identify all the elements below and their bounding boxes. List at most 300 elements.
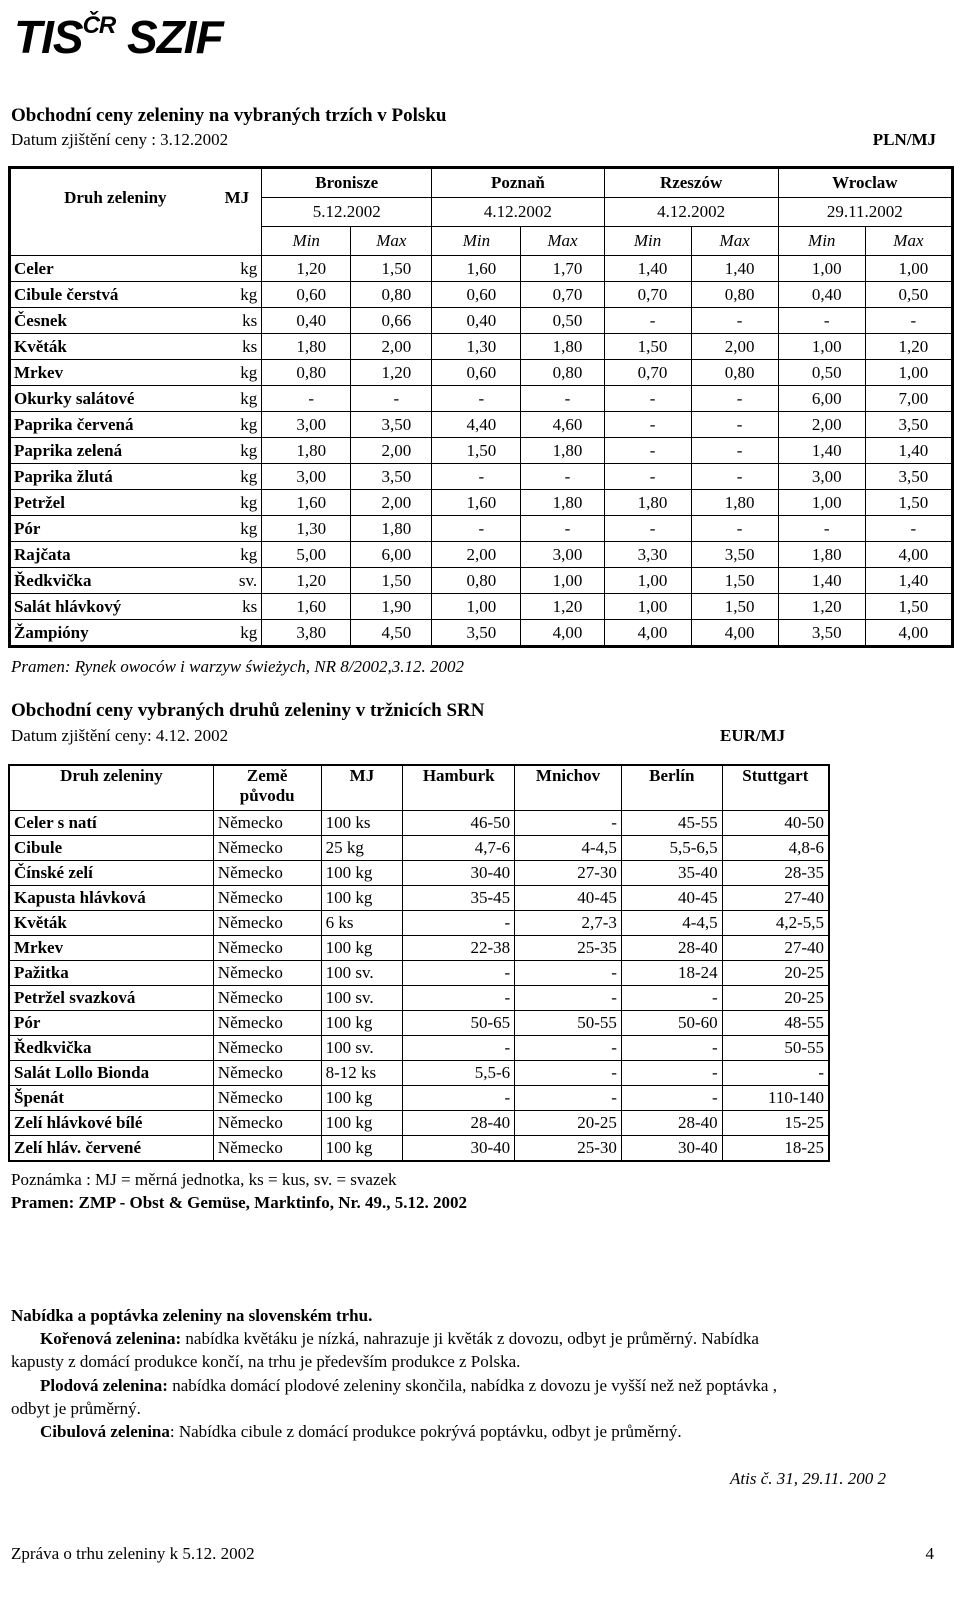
- max-label: Max: [691, 227, 778, 256]
- max-label: Max: [521, 227, 604, 256]
- vegetable-name: Salát Lollo Bionda: [9, 1061, 213, 1086]
- price-range-cell: -: [621, 1086, 722, 1111]
- min-price-cell: -: [604, 516, 691, 542]
- min-price-cell: 1,60: [262, 490, 351, 516]
- market-name: Poznaň: [432, 168, 604, 198]
- max-price-cell: 1,40: [865, 438, 952, 464]
- table-row: [10, 308, 953, 334]
- unit-cell: 100 kg: [321, 1136, 403, 1162]
- min-price-cell: 4,00: [604, 620, 691, 647]
- min-label: Min: [778, 227, 865, 256]
- table-row: [10, 542, 953, 568]
- unit-cell: kg: [217, 256, 262, 282]
- min-price-cell: -: [604, 438, 691, 464]
- unit-cell: 100 sv.: [321, 961, 403, 986]
- min-price-cell: 0,40: [262, 308, 351, 334]
- table-row: [9, 1136, 829, 1162]
- header-blank: [217, 227, 262, 256]
- vegetable-name: Petržel: [10, 490, 217, 516]
- page-number: 4: [925, 1544, 934, 1563]
- market-date: 29.11.2002: [778, 198, 952, 227]
- price-range-cell: 20-25: [722, 986, 829, 1011]
- max-label: Max: [865, 227, 952, 256]
- price-range-cell: -: [403, 1036, 515, 1061]
- min-price-cell: 1,40: [604, 256, 691, 282]
- price-range-cell: 50-55: [722, 1036, 829, 1061]
- max-price-cell: 3,50: [865, 412, 952, 438]
- vegetable-name: Petržel svazková: [9, 986, 213, 1011]
- max-price-cell: 4,00: [521, 620, 604, 647]
- origin-cell: Německo: [213, 1086, 321, 1111]
- table-row: [9, 836, 829, 861]
- min-price-cell: -: [432, 516, 521, 542]
- max-price-cell: 3,50: [691, 542, 778, 568]
- origin-cell: Německo: [213, 936, 321, 961]
- price-range-cell: -: [515, 961, 622, 986]
- min-price-cell: 1,00: [604, 568, 691, 594]
- vegetable-name: Rajčata: [10, 542, 217, 568]
- min-price-cell: 1,80: [262, 438, 351, 464]
- table-row: [9, 1111, 829, 1136]
- unit-cell: kg: [217, 438, 262, 464]
- paragraph-root-veg-cont: kapusty z domácí produkce končí, na trhu je především produkce z Polska.: [11, 1352, 521, 1371]
- price-range-cell: 45-55: [621, 811, 722, 836]
- price-range-cell: 28-40: [403, 1111, 515, 1136]
- table-row: [9, 1086, 829, 1111]
- max-price-cell: 1,70: [521, 256, 604, 282]
- unit-cell: 100 sv.: [321, 986, 403, 1011]
- max-price-cell: -: [351, 386, 432, 412]
- unit-cell: 100 kg: [321, 936, 403, 961]
- max-price-cell: 6,00: [351, 542, 432, 568]
- min-price-cell: 1,80: [604, 490, 691, 516]
- min-price-cell: 1,20: [262, 568, 351, 594]
- min-price-cell: 1,00: [778, 490, 865, 516]
- price-range-cell: 4-4,5: [515, 836, 622, 861]
- price-range-cell: -: [515, 1061, 622, 1086]
- unit-cell: sv.: [217, 568, 262, 594]
- price-range-cell: 4,2-5,5: [722, 911, 829, 936]
- price-range-cell: -: [621, 1036, 722, 1061]
- max-price-cell: 1,80: [521, 334, 604, 360]
- min-price-cell: -: [604, 412, 691, 438]
- unit-cell: 8-12 ks: [321, 1061, 403, 1086]
- market-name: Wroclaw: [778, 168, 952, 198]
- header-berlin: Berlín: [621, 765, 722, 811]
- min-price-cell: 1,50: [432, 438, 521, 464]
- min-price-cell: -: [604, 308, 691, 334]
- max-price-cell: 1,00: [865, 360, 952, 386]
- origin-cell: Německo: [213, 911, 321, 936]
- origin-cell: Německo: [213, 961, 321, 986]
- section1-source: Pramen: Rynek owoców i warzyw świeżych, NR 8/2002,3.12. 2002: [11, 657, 464, 676]
- unit-cell: 100 kg: [321, 886, 403, 911]
- vegetable-name: Mrkev: [10, 360, 217, 386]
- min-price-cell: 1,80: [778, 542, 865, 568]
- max-price-cell: 2,00: [691, 334, 778, 360]
- price-range-cell: 4,8-6: [722, 836, 829, 861]
- origin-cell: Německo: [213, 861, 321, 886]
- table-row: [10, 516, 953, 542]
- unit-cell: 100 ks: [321, 811, 403, 836]
- unit-cell: 100 kg: [321, 1011, 403, 1036]
- max-price-cell: 3,50: [351, 412, 432, 438]
- table-row: [9, 986, 829, 1011]
- max-price-cell: 0,66: [351, 308, 432, 334]
- unit-cell: 25 kg: [321, 836, 403, 861]
- price-range-cell: 28-40: [621, 1111, 722, 1136]
- max-price-cell: -: [691, 386, 778, 412]
- section1-unit: PLN/MJ: [872, 130, 936, 149]
- min-price-cell: 3,50: [432, 620, 521, 647]
- min-label: Min: [432, 227, 521, 256]
- header-druh: Druh zeleniny: [64, 187, 167, 207]
- price-range-cell: -: [515, 811, 622, 836]
- min-price-cell: 1,40: [778, 568, 865, 594]
- origin-cell: Německo: [213, 1111, 321, 1136]
- vegetable-name: Salát hlávkový: [10, 594, 217, 620]
- section3-title: Nabídka a poptávka zeleniny na slovenském trhu.: [11, 1306, 373, 1325]
- unit-cell: 100 kg: [321, 1086, 403, 1111]
- max-price-cell: 0,80: [691, 282, 778, 308]
- table-row: [10, 464, 953, 490]
- price-range-cell: -: [621, 986, 722, 1011]
- price-range-cell: 25-35: [515, 936, 622, 961]
- min-price-cell: 6,00: [778, 386, 865, 412]
- min-price-cell: 0,70: [604, 282, 691, 308]
- section2-source: Pramen: ZMP - Obst & Gemüse, Marktinfo, Nr. 49., 5.12. 2002: [11, 1193, 467, 1212]
- table-row: [10, 386, 953, 412]
- market-date: 5.12.2002: [262, 198, 432, 227]
- section2-note: Poznámka : MJ = měrná jednotka, ks = kus, sv. = svazek: [11, 1170, 397, 1189]
- vegetable-name: Květák: [9, 911, 213, 936]
- min-price-cell: -: [778, 516, 865, 542]
- min-price-cell: 2,00: [778, 412, 865, 438]
- min-price-cell: 3,00: [778, 464, 865, 490]
- table-row: [9, 1061, 829, 1086]
- min-price-cell: 0,60: [432, 282, 521, 308]
- min-price-cell: 1,80: [262, 334, 351, 360]
- germany-price-table: [8, 764, 830, 1162]
- vegetable-name: Ředkvička: [9, 1036, 213, 1061]
- max-price-cell: -: [865, 308, 952, 334]
- max-price-cell: -: [691, 308, 778, 334]
- price-range-cell: -: [515, 1086, 622, 1111]
- min-price-cell: 5,00: [262, 542, 351, 568]
- vegetable-name: Kapusta hlávková: [9, 886, 213, 911]
- price-range-cell: 40-45: [621, 886, 722, 911]
- paragraph-fruit-veg: Plodová zelenina: nabídka domácí plodové zeleniny skončila, nabídka z dovozu je vyšší než než poptávka ,: [40, 1376, 777, 1395]
- max-price-cell: 2,00: [351, 334, 432, 360]
- max-price-cell: 4,60: [521, 412, 604, 438]
- max-price-cell: 0,50: [865, 282, 952, 308]
- table-row: [9, 861, 829, 886]
- max-price-cell: 1,50: [351, 568, 432, 594]
- price-range-cell: 18-24: [621, 961, 722, 986]
- price-range-cell: 46-50: [403, 811, 515, 836]
- unit-cell: ks: [217, 334, 262, 360]
- min-price-cell: 1,00: [604, 594, 691, 620]
- max-price-cell: 4,00: [865, 542, 952, 568]
- max-price-cell: 0,50: [521, 308, 604, 334]
- header-mnichov: Mnichov: [515, 765, 622, 811]
- min-price-cell: 4,40: [432, 412, 521, 438]
- max-price-cell: 1,80: [521, 490, 604, 516]
- price-range-cell: 22-38: [403, 936, 515, 961]
- max-price-cell: -: [865, 516, 952, 542]
- table-row: [10, 282, 953, 308]
- market-name: Rzeszów: [604, 168, 778, 198]
- origin-cell: Německo: [213, 1036, 321, 1061]
- vegetable-name: Pažitka: [9, 961, 213, 986]
- footer-title: Zpráva o trhu zeleniny k 5.12. 2002: [11, 1544, 255, 1563]
- price-range-cell: 28-35: [722, 861, 829, 886]
- max-price-cell: 0,70: [521, 282, 604, 308]
- vegetable-name: Květák: [10, 334, 217, 360]
- price-range-cell: 18-25: [722, 1136, 829, 1162]
- price-range-cell: -: [403, 961, 515, 986]
- price-range-cell: 27-30: [515, 861, 622, 886]
- price-range-cell: 50-55: [515, 1011, 622, 1036]
- min-price-cell: -: [262, 386, 351, 412]
- min-price-cell: 1,20: [262, 256, 351, 282]
- price-range-cell: 50-60: [621, 1011, 722, 1036]
- header-druh: Druh zeleniny: [60, 766, 163, 785]
- max-price-cell: 1,20: [865, 334, 952, 360]
- vegetable-name: Cibule čerstvá: [10, 282, 217, 308]
- max-price-cell: 1,50: [691, 568, 778, 594]
- vegetable-name: Celer: [10, 256, 217, 282]
- paragraph-bulb-veg: Cibulová zelenina: Nabídka cibule z domácí produkce pokrývá poptávku, odbyt je průměrný.: [40, 1422, 682, 1441]
- price-range-cell: 30-40: [621, 1136, 722, 1162]
- max-price-cell: -: [691, 438, 778, 464]
- min-price-cell: 3,00: [262, 464, 351, 490]
- min-price-cell: 1,00: [432, 594, 521, 620]
- table-row: [10, 256, 953, 282]
- origin-cell: Německo: [213, 1011, 321, 1036]
- max-price-cell: 4,00: [691, 620, 778, 647]
- max-price-cell: 4,00: [865, 620, 952, 647]
- unit-cell: 100 kg: [321, 1111, 403, 1136]
- min-price-cell: -: [432, 464, 521, 490]
- max-price-cell: 1,50: [865, 490, 952, 516]
- min-price-cell: -: [432, 386, 521, 412]
- price-range-cell: 20-25: [722, 961, 829, 986]
- max-price-cell: 1,00: [865, 256, 952, 282]
- origin-cell: Německo: [213, 836, 321, 861]
- unit-cell: kg: [217, 282, 262, 308]
- table-row: [9, 936, 829, 961]
- section3-source: Atis č. 31, 29.11. 200 2: [730, 1469, 886, 1488]
- min-price-cell: -: [604, 386, 691, 412]
- price-range-cell: 5,5-6,5: [621, 836, 722, 861]
- price-range-cell: -: [515, 1036, 622, 1061]
- min-price-cell: 1,00: [778, 256, 865, 282]
- unit-cell: 6 ks: [321, 911, 403, 936]
- vegetable-name: Česnek: [10, 308, 217, 334]
- unit-cell: ks: [217, 308, 262, 334]
- unit-cell: 100 sv.: [321, 1036, 403, 1061]
- max-price-cell: 1,80: [691, 490, 778, 516]
- price-range-cell: 27-40: [722, 886, 829, 911]
- min-price-cell: 0,50: [778, 360, 865, 386]
- min-price-cell: 1,60: [262, 594, 351, 620]
- price-range-cell: 50-65: [403, 1011, 515, 1036]
- max-price-cell: 1,00: [521, 568, 604, 594]
- min-price-cell: 0,60: [262, 282, 351, 308]
- min-price-cell: 0,40: [778, 282, 865, 308]
- market-name: Bronisze: [262, 168, 432, 198]
- max-price-cell: 4,50: [351, 620, 432, 647]
- vegetable-name: Pór: [10, 516, 217, 542]
- table-row: [9, 1011, 829, 1036]
- max-price-cell: 1,90: [351, 594, 432, 620]
- min-price-cell: 3,00: [262, 412, 351, 438]
- table-row: [10, 412, 953, 438]
- min-price-cell: 0,60: [432, 360, 521, 386]
- max-price-cell: 7,00: [865, 386, 952, 412]
- price-range-cell: 40-45: [515, 886, 622, 911]
- max-price-cell: 1,80: [521, 438, 604, 464]
- price-range-cell: 2,7-3: [515, 911, 622, 936]
- table-row: [10, 594, 953, 620]
- min-label: Min: [604, 227, 691, 256]
- max-label: Max: [351, 227, 432, 256]
- min-price-cell: 0,80: [262, 360, 351, 386]
- price-range-cell: 110-140: [722, 1086, 829, 1111]
- max-price-cell: -: [521, 516, 604, 542]
- min-price-cell: 1,40: [778, 438, 865, 464]
- max-price-cell: -: [521, 464, 604, 490]
- price-range-cell: 20-25: [515, 1111, 622, 1136]
- price-range-cell: -: [403, 911, 515, 936]
- table-row: [10, 360, 953, 386]
- section2-date: Datum zjištění ceny: 4.12. 2002: [11, 726, 229, 745]
- max-price-cell: 1,50: [691, 594, 778, 620]
- table-row: [9, 811, 829, 836]
- unit-cell: kg: [217, 516, 262, 542]
- min-price-cell: 1,30: [262, 516, 351, 542]
- min-price-cell: 3,30: [604, 542, 691, 568]
- price-range-cell: 30-40: [403, 1136, 515, 1162]
- section2-title: Obchodní ceny vybraných druhů zeleniny v tržnicích SRN: [11, 700, 485, 721]
- table-row: [9, 911, 829, 936]
- table-row: [9, 886, 829, 911]
- paragraph-root-veg: Kořenová zelenina: nabídka květáku je nízká, nahrazuje ji květák z dovozu, odbyt je průměrný. Nabídka: [40, 1329, 759, 1348]
- vegetable-name: Špenát: [9, 1086, 213, 1111]
- min-price-cell: 0,80: [432, 568, 521, 594]
- unit-cell: ks: [217, 594, 262, 620]
- section2-unit: EUR/MJ: [720, 726, 786, 745]
- price-range-cell: 28-40: [621, 936, 722, 961]
- vegetable-name: Celer s natí: [9, 811, 213, 836]
- max-price-cell: 3,50: [865, 464, 952, 490]
- unit-cell: kg: [217, 464, 262, 490]
- origin-cell: Německo: [213, 986, 321, 1011]
- vegetable-name: Paprika červená: [10, 412, 217, 438]
- origin-cell: Německo: [213, 811, 321, 836]
- price-range-cell: -: [621, 1061, 722, 1086]
- origin-cell: Německo: [213, 1136, 321, 1162]
- min-price-cell: 1,30: [432, 334, 521, 360]
- table-row: [10, 490, 953, 516]
- min-price-cell: 3,50: [778, 620, 865, 647]
- paragraph-fruit-veg-cont: odbyt je průměrný.: [11, 1399, 141, 1418]
- price-range-cell: 27-40: [722, 936, 829, 961]
- max-price-cell: -: [691, 516, 778, 542]
- unit-cell: kg: [217, 360, 262, 386]
- min-price-cell: 1,60: [432, 256, 521, 282]
- min-price-cell: 2,00: [432, 542, 521, 568]
- min-price-cell: 0,40: [432, 308, 521, 334]
- min-label: Min: [262, 227, 351, 256]
- max-price-cell: 0,80: [521, 360, 604, 386]
- price-range-cell: 4-4,5: [621, 911, 722, 936]
- header-zeme: Země původu: [213, 765, 321, 811]
- vegetable-name: Paprika žlutá: [10, 464, 217, 490]
- market-date: 4.12.2002: [604, 198, 778, 227]
- min-price-cell: -: [604, 464, 691, 490]
- price-range-cell: 30-40: [403, 861, 515, 886]
- price-range-cell: -: [515, 986, 622, 1011]
- header-hamburk: Hamburk: [403, 765, 515, 811]
- header-mj: MJ: [217, 168, 262, 227]
- price-range-cell: -: [403, 1086, 515, 1111]
- min-price-cell: 1,60: [432, 490, 521, 516]
- min-price-cell: 1,50: [604, 334, 691, 360]
- section1-date: Datum zjištění ceny : 3.12.2002: [11, 130, 229, 149]
- unit-cell: 100 kg: [321, 861, 403, 886]
- vegetable-name: Žampióny: [10, 620, 217, 647]
- min-price-cell: 1,20: [778, 594, 865, 620]
- max-price-cell: 0,80: [691, 360, 778, 386]
- price-range-cell: 4,7-6: [403, 836, 515, 861]
- table-row: [10, 334, 953, 360]
- max-price-cell: 3,00: [521, 542, 604, 568]
- header-stuttgart: Stuttgart: [722, 765, 829, 811]
- price-range-cell: -: [403, 986, 515, 1011]
- unit-cell: kg: [217, 542, 262, 568]
- price-range-cell: 5,5-6: [403, 1061, 515, 1086]
- max-price-cell: 0,80: [351, 282, 432, 308]
- max-price-cell: 1,20: [351, 360, 432, 386]
- max-price-cell: 1,50: [865, 594, 952, 620]
- poland-price-table: [8, 166, 954, 648]
- header-blank: [10, 227, 217, 256]
- vegetable-name: Čínské zelí: [9, 861, 213, 886]
- section1-title: Obchodní ceny zeleniny na vybraných trzích v Polsku: [11, 105, 447, 126]
- min-price-cell: -: [778, 308, 865, 334]
- vegetable-name: Zelí hláv. červené: [9, 1136, 213, 1162]
- table-row: [10, 568, 953, 594]
- max-price-cell: 2,00: [351, 438, 432, 464]
- max-price-cell: 1,80: [351, 516, 432, 542]
- vegetable-name: Cibule: [9, 836, 213, 861]
- unit-cell: kg: [217, 620, 262, 647]
- vegetable-name: Mrkev: [9, 936, 213, 961]
- price-range-cell: -: [722, 1061, 829, 1086]
- max-price-cell: 1,40: [691, 256, 778, 282]
- header-mj: MJ: [321, 765, 403, 811]
- vegetable-name: Paprika zelená: [10, 438, 217, 464]
- price-range-cell: 35-40: [621, 861, 722, 886]
- unit-cell: kg: [217, 490, 262, 516]
- vegetable-name: Okurky salátové: [10, 386, 217, 412]
- min-price-cell: 3,80: [262, 620, 351, 647]
- table-row: [10, 620, 953, 647]
- min-price-cell: 0,70: [604, 360, 691, 386]
- vegetable-name: Zelí hlávkové bílé: [9, 1111, 213, 1136]
